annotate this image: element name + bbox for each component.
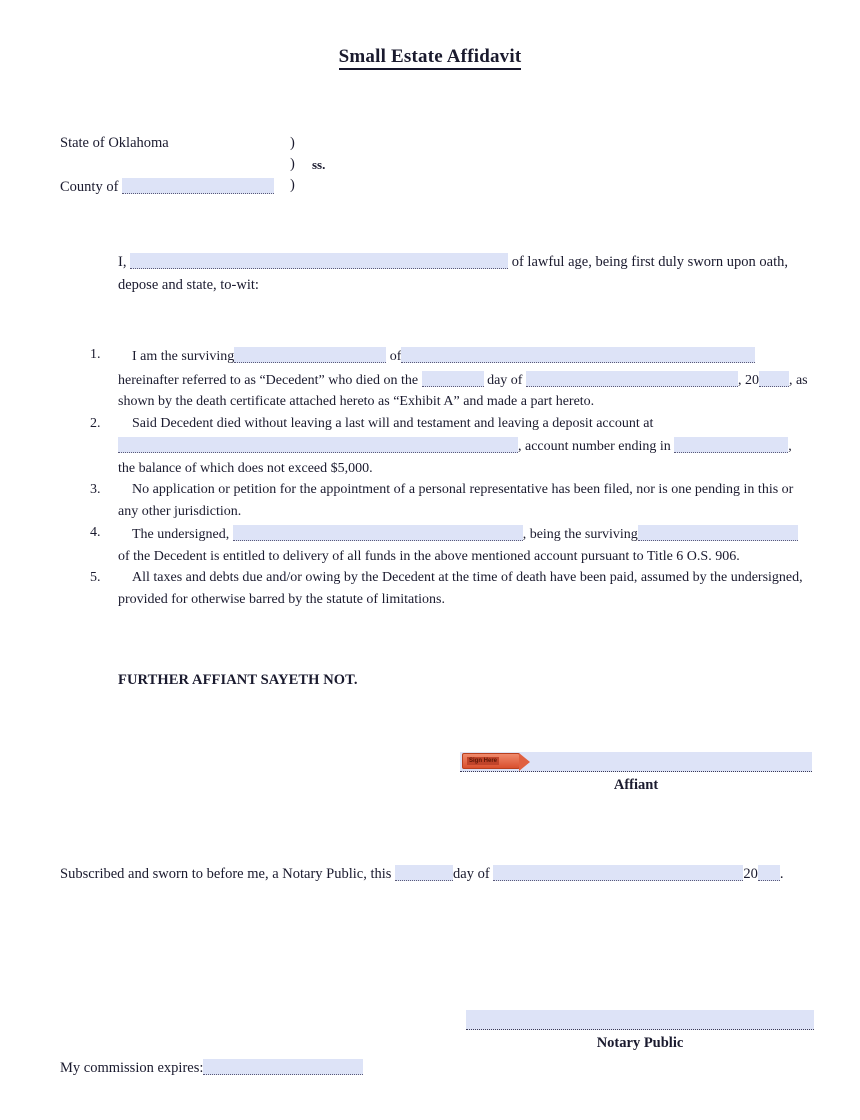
sign-here-tag-label: Sign Here [469, 758, 498, 764]
venue-ss-label: ss. [312, 157, 326, 172]
subscribed-seg-c: 20 [743, 866, 758, 882]
state-label: State of Oklahoma [60, 135, 169, 151]
notary-signature-input[interactable] [466, 1010, 814, 1030]
venue-county-row [60, 175, 480, 196]
item-number-3: 3. [90, 482, 101, 497]
item4-seg-c: of the Decedent is entitled to delivery of all funds in the above mentioned account pursuant to Title 6 O.S. 906. [118, 548, 740, 564]
item-number-1: 1. [90, 347, 101, 362]
item2-seg-b: , account number ending in [518, 439, 671, 454]
item3-seg-a: No application or petition for the appointment of a personal representative has been filed, nor is one pending in this or any other jurisdiction. [118, 482, 794, 519]
item1-seg-d: day of [487, 372, 523, 388]
commission-expires-row [60, 1056, 363, 1077]
sign-here-tag-icon[interactable] [462, 753, 520, 769]
page-title-text: Small Estate Affidavit [339, 46, 522, 70]
commission-expires-input[interactable] [203, 1059, 363, 1075]
death-year-input[interactable] [759, 371, 789, 387]
county-label: County of [60, 179, 119, 195]
subscribed-seg-a: Subscribed and sworn to before me, a Notary Public, this [60, 866, 392, 882]
surviving-relation-input[interactable] [234, 347, 386, 363]
death-month-input[interactable] [526, 371, 738, 387]
undersigned-name-input[interactable] [233, 525, 523, 541]
item1-seg-f: , as shown by the death certificate attached hereto as “Exhibit A” and made a part hereto. [118, 372, 808, 409]
item4-seg-a: The undersigned, [132, 527, 230, 542]
notary-caption: Notary Public [596, 1035, 684, 1051]
further-affiant-text: FURTHER AFFIANT SAYETH NOT. [118, 672, 358, 688]
affiant-signature-block [460, 752, 812, 794]
venue-paren-2: ) [290, 156, 295, 172]
item1-seg-e: , 20 [737, 372, 759, 388]
account-number-input[interactable] [674, 437, 788, 453]
list-item [90, 567, 812, 610]
list-item [90, 479, 812, 522]
bank-name-input[interactable] [118, 437, 518, 453]
death-day-input[interactable] [422, 371, 484, 387]
item2-seg-a: Said Decedent died without leaving a last will and testament and leaving a deposit account at [132, 415, 654, 431]
affiant-name-input[interactable] [130, 253, 508, 269]
item2-seg-c: , the balance of which does not exceed $5,000. [118, 439, 792, 476]
decedent-name-input[interactable] [401, 347, 755, 363]
venue-paren-3: ) [290, 177, 295, 193]
notary-month-input[interactable] [493, 865, 743, 881]
affiant-caption: Affiant [613, 777, 659, 793]
intro-prefix: I, [118, 254, 127, 270]
venue-ss-row [60, 154, 480, 175]
venue-state-row [60, 133, 480, 154]
affiant-signature-input[interactable] [460, 752, 812, 772]
list-item [90, 413, 812, 480]
item-number-4: 4. [90, 525, 101, 540]
item1-seg-c: hereinafter referred to as “Decedent” who died on the [118, 372, 419, 388]
notary-year-input[interactable] [758, 865, 780, 881]
subscribed-seg-b: day of [453, 866, 490, 882]
county-input[interactable] [122, 178, 274, 194]
item-number-5: 5. [90, 570, 101, 585]
intro-suffix: of lawful age, being first duly sworn upon oath, depose and state, to-wit: [118, 254, 788, 293]
item5-seg-a: All taxes and debts due and/or owing by the Decedent at the time of death have been paid, assumed by the undersigned, provided for otherwise barred by the statute of limitations. [118, 570, 803, 607]
commission-label: My commission expires: [60, 1060, 204, 1076]
subscribed-seg-d: . [779, 866, 784, 882]
list-item [90, 522, 812, 567]
undersigned-relation-input[interactable] [638, 525, 798, 541]
list-item [90, 344, 812, 413]
affidavit-statements [90, 344, 812, 610]
venue-block [60, 133, 480, 196]
venue-paren-1: ) [290, 135, 295, 151]
item1-seg-b: of [389, 349, 402, 364]
item4-seg-b: , being the surviving [522, 527, 638, 542]
notary-signature-block [466, 1010, 814, 1052]
item-number-2: 2. [90, 415, 101, 431]
notary-day-input[interactable] [395, 865, 453, 881]
subscribed-line [60, 862, 840, 883]
page-title [0, 46, 860, 68]
intro-paragraph [118, 250, 808, 297]
item1-seg-a: I am the surviving [132, 349, 235, 364]
